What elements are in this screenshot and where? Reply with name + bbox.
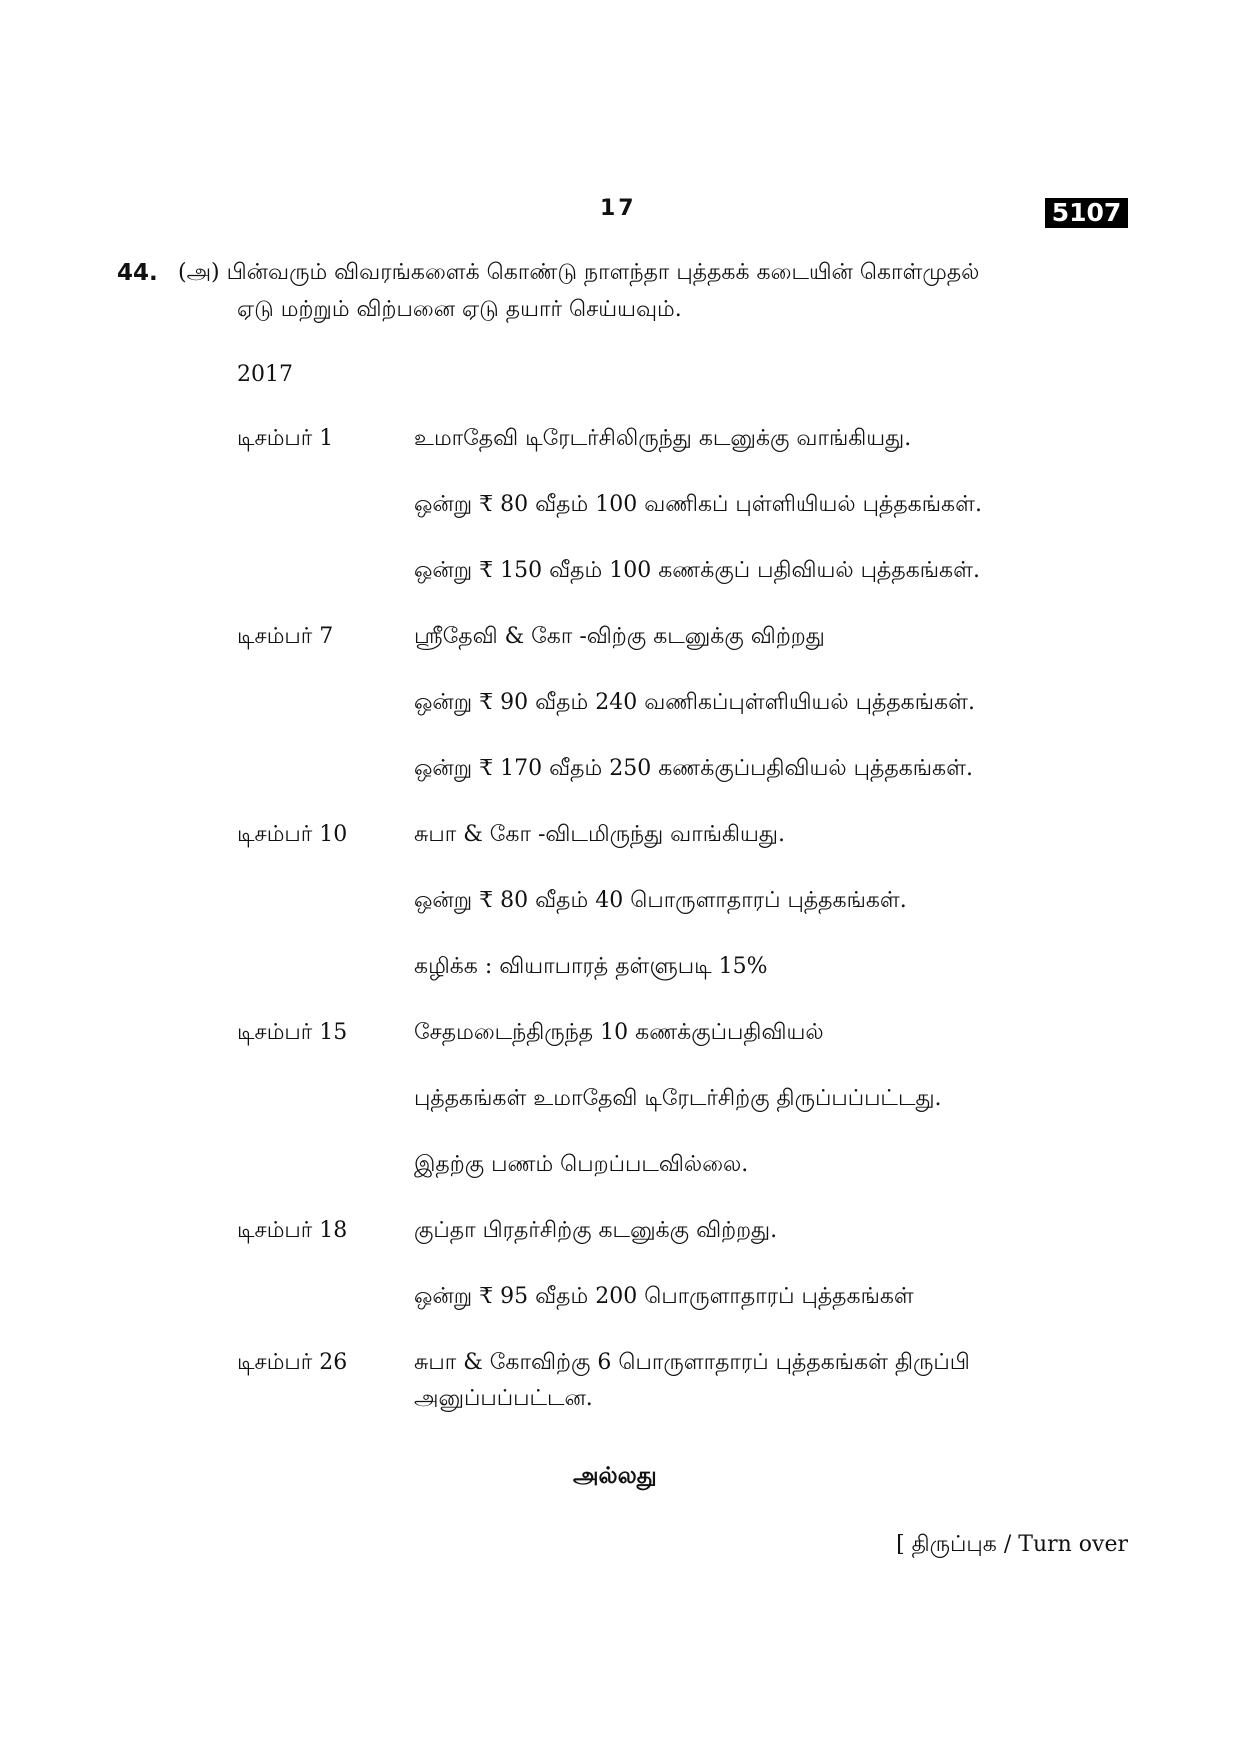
entry-line: ஒன்று ₹ 80 வீதம் 40 பொருளாதாரப் புத்தகங்கள்.	[414, 888, 907, 913]
entry-date: டிசம்பர் 15	[237, 1020, 348, 1045]
entry-line: ஒன்று ₹ 170 வீதம் 250 கணக்குப்பதிவியல் புத்தகங்கள்.	[414, 756, 973, 781]
question-text-line-2: ஏடு மற்றும் விற்பனை ஏடு தயார் செய்யவும்.	[237, 297, 682, 322]
page-number: 17	[600, 196, 637, 221]
or-separator: அல்லது	[573, 1463, 657, 1489]
entry-line: இதற்கு பணம் பெறப்படவில்லை.	[414, 1152, 749, 1177]
entry-line: ஒன்று ₹ 80 வீதம் 100 வணிகப் புள்ளியியல் புத்தகங்கள்.	[414, 492, 982, 517]
year: 2017	[237, 362, 293, 387]
entry-date: டிசம்பர் 26	[237, 1350, 348, 1375]
question-number: 44.	[117, 260, 158, 286]
entry-date: டிசம்பர் 10	[237, 822, 348, 847]
entry-line: கழிக்க : வியாபாரத் தள்ளுபடி 15%	[414, 954, 768, 979]
entry-line: அனுப்பப்பட்டன.	[414, 1386, 593, 1411]
turn-over-note: [ திருப்புக / Turn over	[896, 1532, 1128, 1557]
entry-line: ஒன்று ₹ 150 வீதம் 100 கணக்குப் பதிவியல் புத்தகங்கள்.	[414, 558, 980, 583]
entry-date: டிசம்பர் 18	[237, 1218, 348, 1243]
question-text-line-1: (அ) பின்வரும் விவரங்களைக் கொண்டு நாளந்தா புத்தகக் கடையின் கொள்முதல்	[178, 260, 980, 285]
entry-line: சுபா & கோ -விடமிருந்து வாங்கியது.	[414, 822, 785, 847]
entry-line: புத்தகங்கள் உமாதேவி டிரேடர்சிற்கு திருப்பப்பட்டது.	[414, 1086, 942, 1111]
paper-code-badge: 5107	[1045, 198, 1128, 228]
entry-line: சேதமடைந்திருந்த 10 கணக்குப்பதிவியல்	[414, 1020, 824, 1045]
entry-line: ஒன்று ₹ 90 வீதம் 240 வணிகப்புள்ளியியல் புத்தகங்கள்.	[414, 690, 975, 715]
entry-date: டிசம்பர் 7	[237, 624, 334, 649]
entry-line: ஒன்று ₹ 95 வீதம் 200 பொருளாதாரப் புத்தகங்கள்	[414, 1284, 914, 1309]
entry-line: சுபா & கோவிற்கு 6 பொருளாதாரப் புத்தகங்கள் திருப்பி	[414, 1350, 970, 1375]
entry-line: ஸ்ரீதேவி & கோ -விற்கு கடனுக்கு விற்றது	[414, 624, 825, 649]
entry-date: டிசம்பர் 1	[237, 426, 334, 451]
entry-line: உமாதேவி டிரேடர்சிலிருந்து கடனுக்கு வாங்கியது.	[414, 426, 912, 451]
entry-line: குப்தா பிரதர்சிற்கு கடனுக்கு விற்றது.	[414, 1218, 778, 1243]
